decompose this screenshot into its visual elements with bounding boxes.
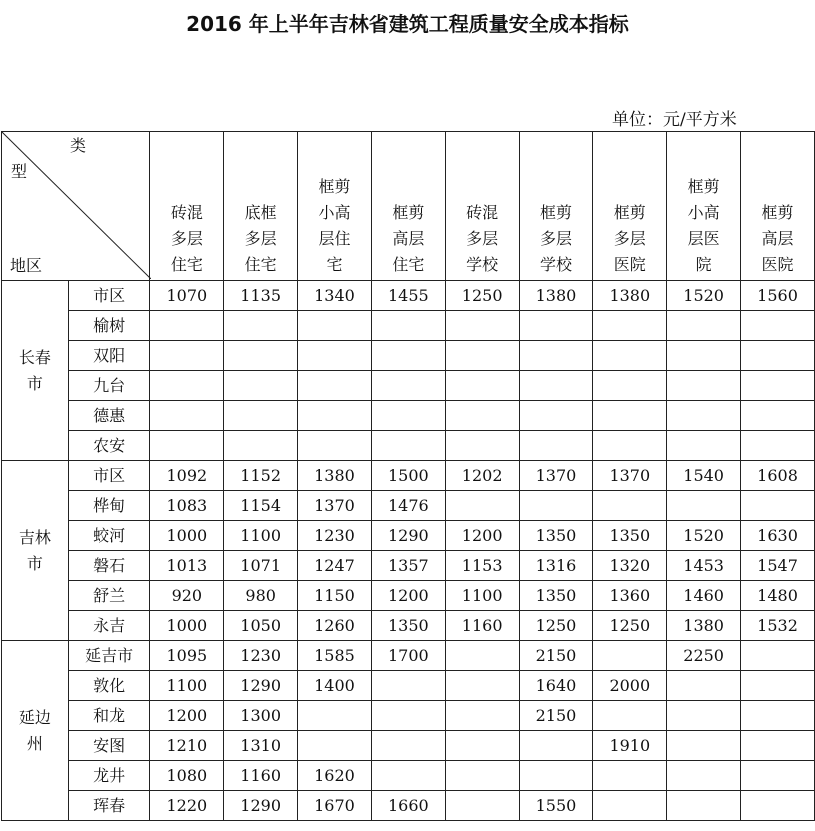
district-cell: 敦化 [68, 671, 150, 701]
unit-label: 单位：元/平方米 [612, 110, 737, 130]
column-header-line: 框剪 [318, 177, 351, 196]
district-cell: 珲春 [68, 791, 150, 821]
value-cell [741, 431, 815, 461]
value-cell: 1640 [519, 671, 593, 701]
value-cell: 1150 [298, 581, 372, 611]
district-cell: 和龙 [68, 701, 150, 731]
column-header-line: 医院 [613, 255, 646, 274]
column-header-line: 框剪 [687, 177, 720, 196]
value-cell: 1000 [150, 611, 224, 641]
city-cell [2, 281, 69, 461]
value-cell [298, 341, 372, 371]
value-cell: 1095 [150, 641, 224, 671]
value-cell: 1071 [224, 551, 298, 581]
value-cell [298, 431, 372, 461]
value-cell: 1350 [371, 611, 445, 641]
value-cell: 1550 [519, 791, 593, 821]
district-cell: 延吉市 [68, 641, 150, 671]
value-cell [667, 731, 741, 761]
value-cell [150, 311, 224, 341]
column-header [519, 132, 593, 281]
value-cell [741, 641, 815, 671]
column-header [224, 132, 298, 281]
value-cell [445, 311, 519, 341]
district-cell: 榆树 [68, 311, 150, 341]
column-header-line: 小高 [318, 203, 351, 222]
value-cell [298, 731, 372, 761]
value-cell: 1476 [371, 491, 445, 521]
value-cell [667, 341, 741, 371]
table-row [2, 491, 815, 521]
value-cell [593, 791, 667, 821]
corner-cell [2, 132, 150, 281]
value-cell: 1455 [371, 281, 445, 311]
table-row [2, 581, 815, 611]
value-cell [445, 671, 519, 701]
value-cell [224, 371, 298, 401]
value-cell: 1152 [224, 461, 298, 491]
value-cell: 1320 [593, 551, 667, 581]
value-cell [593, 371, 667, 401]
value-cell: 1080 [150, 761, 224, 791]
page-title: 2016 年上半年吉林省建筑工程质量安全成本指标 [186, 12, 629, 36]
value-cell: 1360 [593, 581, 667, 611]
value-cell [224, 311, 298, 341]
cost-table [1, 131, 815, 821]
value-cell: 1210 [150, 731, 224, 761]
value-cell: 1290 [224, 791, 298, 821]
value-cell [667, 401, 741, 431]
value-cell [593, 401, 667, 431]
column-header-line: 小高 [687, 203, 720, 222]
table-row [2, 461, 815, 491]
table-row [2, 311, 815, 341]
value-cell: 1247 [298, 551, 372, 581]
value-cell: 1380 [667, 611, 741, 641]
value-cell [519, 731, 593, 761]
column-header-line: 高层 [392, 229, 425, 248]
column-header-line: 层住 [318, 229, 351, 248]
value-cell [298, 371, 372, 401]
value-cell [150, 401, 224, 431]
district-cell: 德惠 [68, 401, 150, 431]
value-cell [519, 761, 593, 791]
value-cell [519, 341, 593, 371]
value-cell: 1250 [593, 611, 667, 641]
value-cell: 1230 [224, 641, 298, 671]
value-cell: 1380 [519, 281, 593, 311]
value-cell: 1000 [150, 521, 224, 551]
value-cell [371, 671, 445, 701]
value-cell [371, 341, 445, 371]
value-cell [741, 791, 815, 821]
table-row [2, 731, 815, 761]
district-cell: 龙井 [68, 761, 150, 791]
city-name-line: 延边 [18, 707, 51, 727]
column-header-line: 住宅 [392, 255, 425, 274]
value-cell: 1585 [298, 641, 372, 671]
value-cell: 1357 [371, 551, 445, 581]
value-cell [741, 341, 815, 371]
column-header [667, 132, 741, 281]
value-cell: 1070 [150, 281, 224, 311]
value-cell: 1290 [371, 521, 445, 551]
value-cell: 1160 [224, 761, 298, 791]
value-cell: 1560 [741, 281, 815, 311]
value-cell: 1350 [593, 521, 667, 551]
value-cell: 1153 [445, 551, 519, 581]
value-cell [519, 371, 593, 401]
value-cell: 1316 [519, 551, 593, 581]
table-row [2, 371, 815, 401]
value-cell: 1608 [741, 461, 815, 491]
corner-type-left: 型 [11, 162, 28, 181]
value-cell [667, 431, 741, 461]
value-cell [519, 401, 593, 431]
value-cell [445, 401, 519, 431]
value-cell: 1630 [741, 521, 815, 551]
value-cell: 1310 [224, 731, 298, 761]
table-row [2, 341, 815, 371]
value-cell [741, 491, 815, 521]
value-cell: 1200 [150, 701, 224, 731]
value-cell [298, 701, 372, 731]
value-cell [519, 431, 593, 461]
table-body [2, 281, 815, 821]
table-row [2, 431, 815, 461]
value-cell [298, 401, 372, 431]
value-cell: 1520 [667, 281, 741, 311]
value-cell [593, 431, 667, 461]
value-cell: 2150 [519, 641, 593, 671]
column-header-line: 住宅 [244, 255, 277, 274]
value-cell [741, 311, 815, 341]
value-cell [519, 311, 593, 341]
value-cell [741, 701, 815, 731]
value-cell: 2250 [667, 641, 741, 671]
value-cell: 1340 [298, 281, 372, 311]
corner-area: 地区 [10, 256, 43, 275]
value-cell: 1260 [298, 611, 372, 641]
value-cell [224, 341, 298, 371]
city-name-line: 市 [26, 553, 43, 573]
value-cell: 1092 [150, 461, 224, 491]
value-cell: 1532 [741, 611, 815, 641]
table-row [2, 641, 815, 671]
column-header-line: 学校 [466, 255, 499, 274]
district-cell: 桦甸 [68, 491, 150, 521]
value-cell: 1480 [741, 581, 815, 611]
table-row [2, 521, 815, 551]
table-row [2, 791, 815, 821]
value-cell [667, 791, 741, 821]
value-cell: 1380 [298, 461, 372, 491]
column-header-line: 砖混 [466, 203, 499, 222]
value-cell [371, 371, 445, 401]
value-cell [371, 731, 445, 761]
value-cell: 1202 [445, 461, 519, 491]
corner-type-top: 类 [70, 136, 87, 155]
value-cell [445, 641, 519, 671]
value-cell: 980 [224, 581, 298, 611]
value-cell [150, 431, 224, 461]
value-cell [371, 311, 445, 341]
value-cell [445, 371, 519, 401]
value-cell [741, 731, 815, 761]
value-cell: 1200 [371, 581, 445, 611]
table-row [2, 611, 815, 641]
value-cell [445, 341, 519, 371]
value-cell: 1250 [519, 611, 593, 641]
column-header-line: 医院 [761, 255, 794, 274]
value-cell [741, 671, 815, 701]
district-cell: 市区 [68, 281, 150, 311]
column-header-line: 院 [695, 255, 712, 274]
value-cell: 1300 [224, 701, 298, 731]
value-cell: 1350 [519, 521, 593, 551]
value-cell [224, 431, 298, 461]
value-cell: 1100 [150, 671, 224, 701]
column-header-line: 高层 [761, 229, 794, 248]
value-cell [593, 701, 667, 731]
value-cell [593, 641, 667, 671]
value-cell [371, 401, 445, 431]
value-cell: 1370 [519, 461, 593, 491]
table-row [2, 551, 815, 581]
value-cell [445, 731, 519, 761]
value-cell [667, 671, 741, 701]
column-header [741, 132, 815, 281]
column-header [150, 132, 224, 281]
value-cell: 1013 [150, 551, 224, 581]
value-cell: 1050 [224, 611, 298, 641]
value-cell [298, 311, 372, 341]
column-header [371, 132, 445, 281]
table-row [2, 761, 815, 791]
value-cell: 1154 [224, 491, 298, 521]
value-cell: 1620 [298, 761, 372, 791]
value-cell: 1400 [298, 671, 372, 701]
column-header-line: 住宅 [170, 255, 203, 274]
value-cell [371, 761, 445, 791]
value-cell [741, 401, 815, 431]
value-cell [667, 761, 741, 791]
column-header-line: 框剪 [392, 203, 425, 222]
value-cell [445, 761, 519, 791]
column-header-line: 框剪 [761, 203, 794, 222]
value-cell: 1547 [741, 551, 815, 581]
value-cell: 2000 [593, 671, 667, 701]
city-cell [2, 641, 69, 821]
value-cell [224, 401, 298, 431]
value-cell [667, 311, 741, 341]
value-cell [593, 311, 667, 341]
value-cell: 1230 [298, 521, 372, 551]
table-row [2, 701, 815, 731]
value-cell: 1380 [593, 281, 667, 311]
value-cell: 1100 [224, 521, 298, 551]
district-cell: 蛟河 [68, 521, 150, 551]
value-cell: 1370 [593, 461, 667, 491]
value-cell [445, 701, 519, 731]
city-name-line: 长春 [18, 347, 51, 367]
value-cell: 1100 [445, 581, 519, 611]
column-header-line: 框剪 [613, 203, 646, 222]
value-cell [667, 491, 741, 521]
value-cell [150, 341, 224, 371]
value-cell [593, 491, 667, 521]
value-cell: 2150 [519, 701, 593, 731]
value-cell [371, 701, 445, 731]
column-header-line: 多层 [466, 229, 499, 248]
district-cell: 双阳 [68, 341, 150, 371]
value-cell: 1520 [667, 521, 741, 551]
column-header [445, 132, 519, 281]
value-cell [519, 491, 593, 521]
value-cell [667, 371, 741, 401]
header-row [2, 132, 815, 281]
value-cell: 1350 [519, 581, 593, 611]
column-header-line: 宅 [326, 255, 343, 274]
district-cell: 安图 [68, 731, 150, 761]
value-cell: 1460 [667, 581, 741, 611]
value-cell [667, 701, 741, 731]
value-cell [741, 371, 815, 401]
value-cell: 1160 [445, 611, 519, 641]
column-header [298, 132, 372, 281]
column-header-line: 学校 [539, 255, 572, 274]
value-cell [593, 761, 667, 791]
value-cell: 1220 [150, 791, 224, 821]
value-cell: 1290 [224, 671, 298, 701]
city-name-line: 市 [26, 373, 43, 393]
value-cell: 920 [150, 581, 224, 611]
value-cell: 1083 [150, 491, 224, 521]
value-cell [445, 791, 519, 821]
value-cell [445, 431, 519, 461]
column-header-line: 砖混 [170, 203, 203, 222]
value-cell [593, 341, 667, 371]
value-cell: 1660 [371, 791, 445, 821]
table-row [2, 401, 815, 431]
column-header-line: 多层 [244, 229, 277, 248]
column-header-line: 层医 [687, 229, 720, 248]
district-cell: 磐石 [68, 551, 150, 581]
value-cell: 1453 [667, 551, 741, 581]
district-cell: 农安 [68, 431, 150, 461]
column-header-line: 多层 [539, 229, 572, 248]
value-cell [741, 761, 815, 791]
table-row [2, 671, 815, 701]
value-cell [371, 431, 445, 461]
value-cell: 1500 [371, 461, 445, 491]
value-cell: 1700 [371, 641, 445, 671]
district-cell: 永吉 [68, 611, 150, 641]
value-cell: 1200 [445, 521, 519, 551]
district-cell: 舒兰 [68, 581, 150, 611]
value-cell: 1370 [298, 491, 372, 521]
city-name-line: 吉林 [18, 527, 51, 547]
column-header-line: 底框 [244, 203, 277, 222]
value-cell: 1135 [224, 281, 298, 311]
city-cell [2, 461, 69, 641]
value-cell [445, 491, 519, 521]
column-header-line: 多层 [170, 229, 203, 248]
district-cell: 九台 [68, 371, 150, 401]
value-cell: 1910 [593, 731, 667, 761]
value-cell [150, 371, 224, 401]
column-header-line: 框剪 [539, 203, 572, 222]
value-cell: 1250 [445, 281, 519, 311]
district-cell: 市区 [68, 461, 150, 491]
column-header [593, 132, 667, 281]
city-name-line: 州 [26, 733, 43, 753]
value-cell: 1540 [667, 461, 741, 491]
column-header-line: 多层 [613, 229, 646, 248]
table-row [2, 281, 815, 311]
value-cell: 1670 [298, 791, 372, 821]
